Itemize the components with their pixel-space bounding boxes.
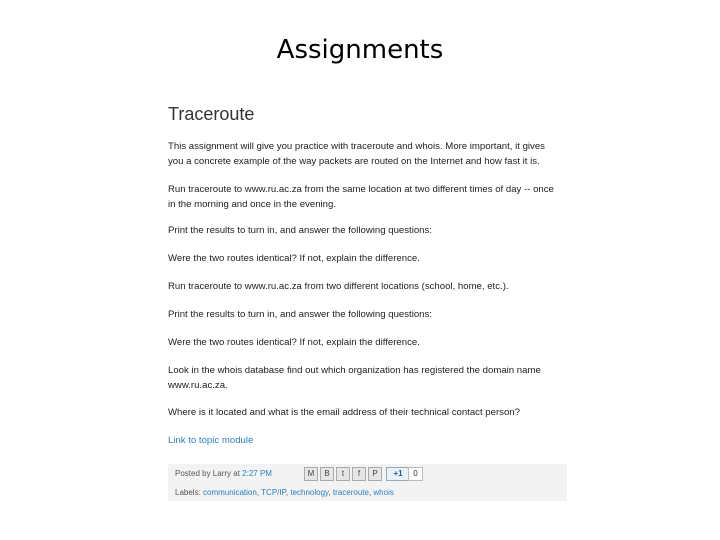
label-tcp-ip[interactable]: TCP/IP: [261, 488, 286, 497]
blog-this-icon[interactable]: B: [320, 467, 334, 481]
post-labels: Labels: communication, TCP/IP, technology, traceroute, whois: [175, 488, 394, 497]
paragraph-print-2: Print the results to turn in, and answer the following questions:: [168, 309, 432, 320]
paragraph-question-2: Were the two routes identical? If not, explain the difference.: [168, 337, 420, 348]
labels-prefix: Labels:: [175, 488, 204, 497]
paragraph-question-1: Were the two routes identical? If not, explain the difference.: [168, 253, 420, 264]
post-time-link[interactable]: 2:27 PM: [242, 469, 272, 478]
slide-title: Assignments: [276, 35, 444, 65]
label-whois[interactable]: whois: [373, 488, 394, 497]
post-footer: [168, 464, 567, 501]
topic-module-link[interactable]: Link to topic module: [168, 435, 254, 446]
paragraph-location: Where is it located and what is the email address of their technical contact person?: [168, 407, 520, 418]
paragraph-run-2: Run traceroute to www.ru.ac.za from two different locations (school, home, etc.).: [168, 281, 509, 292]
label-traceroute[interactable]: traceroute: [332, 488, 369, 497]
posted-by: Posted by Larry at: [175, 469, 243, 478]
plus-one-count: 0: [408, 467, 423, 481]
paragraph-intro: This assignment will give you practice with traceroute and whois. More important, it gives you a concrete example of the way packets are routed on the Internet and how fast it is.: [168, 141, 545, 167]
share-buttons: [304, 467, 382, 481]
paragraph-run-1: Run traceroute to www.ru.ac.za from the same location at two different times of day -- once in the morning and once in the evening.: [168, 184, 554, 210]
post-meta: [175, 469, 272, 478]
paragraph-print-1: Print the results to turn in, and answer the following questions:: [168, 225, 432, 236]
twitter-share-icon[interactable]: t: [336, 467, 350, 481]
pinterest-share-icon[interactable]: P: [368, 467, 382, 481]
email-share-icon[interactable]: M: [304, 467, 318, 481]
label-technology[interactable]: technology: [290, 488, 329, 497]
paragraph-whois: Look in the whois database find out which organization has registered the domain name www.ru.ac.za.: [168, 365, 541, 391]
facebook-share-icon[interactable]: f: [352, 467, 366, 481]
post-title: Traceroute: [168, 104, 255, 124]
plus-one-button[interactable]: +1: [386, 467, 410, 481]
label-communication[interactable]: communication: [203, 488, 257, 497]
